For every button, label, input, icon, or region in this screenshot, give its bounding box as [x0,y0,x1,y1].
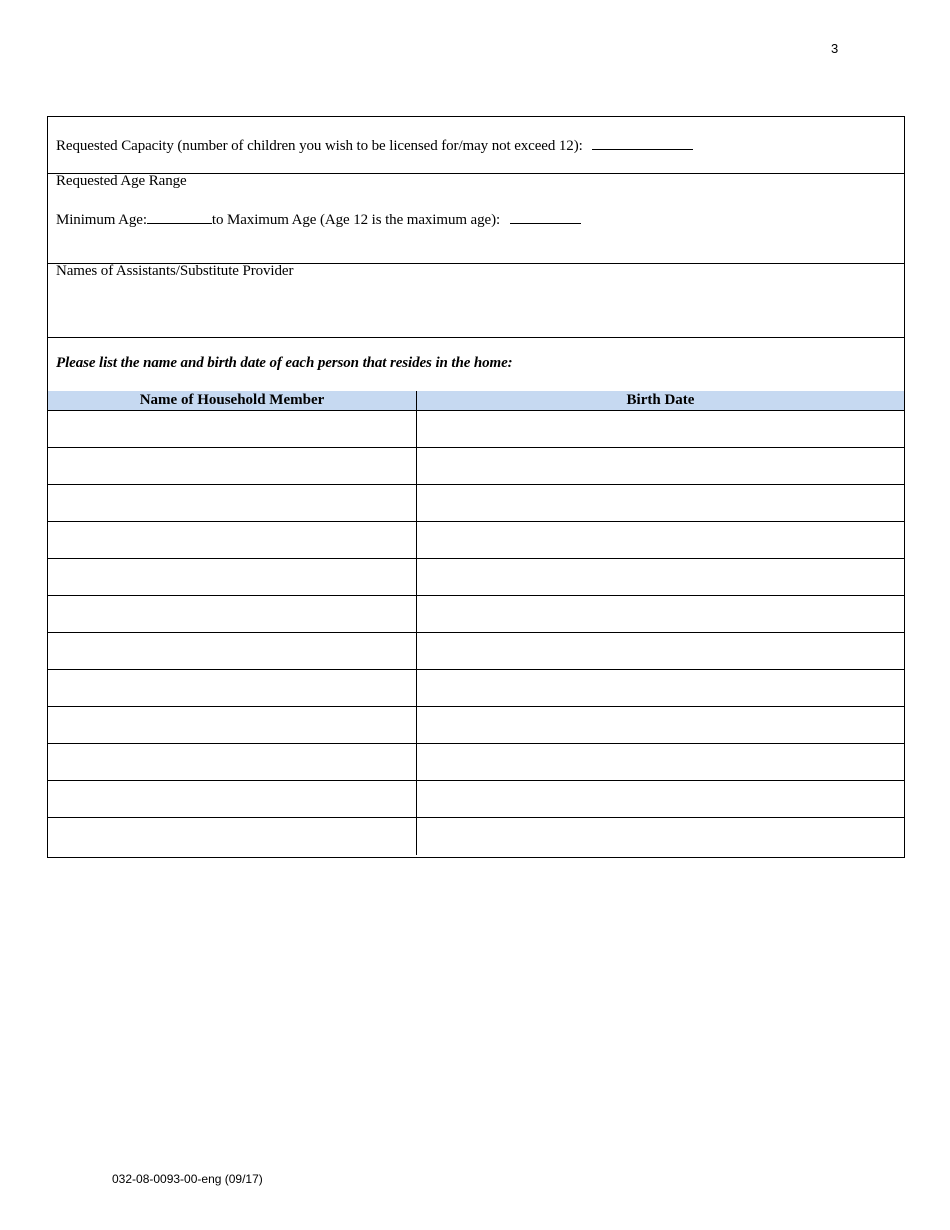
table-row [48,522,904,559]
household-member-name-cell[interactable] [48,411,417,447]
household-member-name-cell[interactable] [48,781,417,817]
birth-date-cell[interactable] [417,633,904,669]
min-age-label: Minimum Age: [56,212,147,228]
table-row [48,670,904,707]
assistants-label: Names of Assistants/Substitute Provider [56,263,294,279]
household-member-name-cell[interactable] [48,522,417,558]
capacity-label: Requested Capacity (number of children you wish to be licensed for/may not exceed 12): [56,138,583,154]
birth-date-cell[interactable] [417,744,904,780]
birth-date-cell[interactable] [417,448,904,484]
household-member-name-cell[interactable] [48,448,417,484]
table-row [48,485,904,522]
birth-date-cell[interactable] [417,559,904,595]
table-row [48,707,904,744]
household-table-body [48,411,904,857]
birth-date-cell[interactable] [417,485,904,521]
table-row [48,411,904,448]
page-number: 3 [831,41,839,56]
table-row [48,559,904,596]
max-age-label: to Maximum Age (Age 12 is the maximum age): [211,212,501,228]
table-row [48,744,904,781]
household-instruction-section [48,337,904,392]
household-instruction: Please list the name and birth date of each person that resides in the home: [56,355,513,371]
household-member-name-cell[interactable] [48,596,417,632]
table-row [48,781,904,818]
household-member-name-cell[interactable] [48,707,417,743]
birth-date-cell[interactable] [417,670,904,706]
table-row [48,448,904,485]
table-row [48,633,904,670]
household-member-name-cell[interactable] [48,744,417,780]
form-code: 032-08-0093-00-eng (09/17) [112,1172,263,1186]
birth-date-cell[interactable] [417,411,904,447]
table-row [48,818,904,855]
household-member-name-cell[interactable] [48,670,417,706]
birth-date-cell[interactable] [417,707,904,743]
household-member-name-cell[interactable] [48,818,417,855]
assistants-section[interactable] [48,263,904,338]
column-header-birth-date: Birth Date [626,392,695,408]
birth-date-cell[interactable] [417,781,904,817]
capacity-section [48,117,904,174]
min-age-field[interactable] [147,209,212,224]
household-member-name-cell[interactable] [48,633,417,669]
column-header-name: Name of Household Member [48,391,417,410]
household-member-name-cell[interactable] [48,559,417,595]
application-form [47,116,905,858]
capacity-field[interactable] [592,135,693,150]
max-age-field[interactable] [510,209,581,224]
birth-date-cell[interactable] [417,522,904,558]
household-member-name-cell[interactable] [48,485,417,521]
age-range-heading: Requested Age Range [56,173,187,189]
table-row [48,596,904,633]
birth-date-cell[interactable] [417,818,904,855]
birth-date-cell[interactable] [417,596,904,632]
household-table-header [48,391,904,411]
age-range-section [48,173,904,264]
